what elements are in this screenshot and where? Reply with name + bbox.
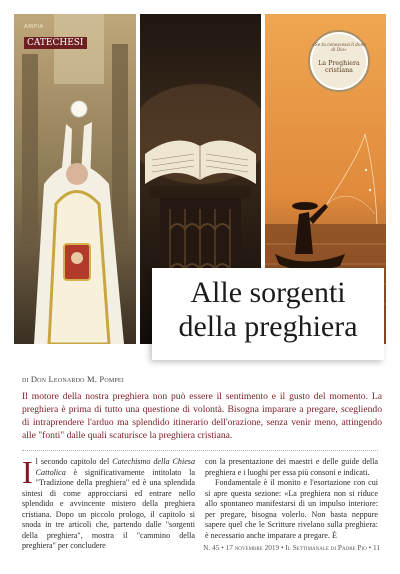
footer-issue: N. 45 <box>203 543 220 552</box>
body-right-text-a: con la presentazione dei maestri e delle guide della preghiera e i luoghi per essa più consoni e indicati. <box>205 457 378 477</box>
footer-sep-3: • <box>368 543 372 552</box>
footer-sep-2: • <box>281 543 284 552</box>
title-box <box>152 268 384 360</box>
byline-prefix: di <box>22 374 29 384</box>
seal-title-line2: cristiana <box>325 67 353 75</box>
body-column-left <box>22 454 195 552</box>
title-line1: Alle sorgenti <box>190 276 346 309</box>
article-title <box>152 268 384 344</box>
body-left-text-b: è significativamente intitolato la "Tradizione della preghiera" ed è una splendida sintesi di come approcciarsi ed entrare nello splendido e avvincente mistero della preghiera cristiana. Dopo un piccolo prologo, il capitolo si snoda in tre articoli che, partendo dalle "sorgenti della preghiera", mostra il "cammino della preghiera" per concludere <box>22 467 195 550</box>
body-column-right <box>205 457 378 541</box>
section-divider <box>22 450 378 451</box>
seal-title-line1: La Preghiera <box>318 60 360 67</box>
seal-title <box>310 60 368 74</box>
byline <box>22 374 382 384</box>
footer-date: 17 novembre 2019 <box>225 543 280 552</box>
body-left-text-a: l secondo capitolo del <box>35 457 113 466</box>
title-line2: della preghiera <box>178 310 358 343</box>
footer-page-number: 11 <box>372 543 380 552</box>
badge-line2: CATECHESI <box>24 37 87 49</box>
badge-line1: AMPIA <box>24 24 44 30</box>
footer-publication: Il Settimanale di Padre Pio <box>285 543 367 552</box>
body-left-title: Catechismo della Chiesa Cattolica <box>35 457 195 477</box>
page-footer <box>203 543 380 552</box>
priest-illustration <box>14 14 136 344</box>
footer-sep-1: • <box>221 543 224 552</box>
photo-priest-elevation <box>14 14 136 344</box>
byline-author: Don Leonardo M. Pompei <box>30 374 124 384</box>
seal-quote: «Se tu conoscessi il dono di Dio» <box>312 42 366 53</box>
body-right-text-b: Fondamentale è il monito e l'esortazione con cui si apre questa sezione: «La preghiera non si riduce allo spontaneo manifestarsi di un impulso interiore: per pregare, bisogna volerlo. Non basta neppure sapere quel che le Scritture rivelano sulla preghiera: è necessario anche imparare a pregare. È <box>205 478 378 540</box>
series-badge <box>24 24 94 49</box>
drop-cap: I <box>22 454 33 490</box>
lead-paragraph: Il motore della nostra preghiera non può essere il sentimento e il gusto del momento. La preghiera è prima di tutto una questione di volontà. Bisogna imparare a pregare, scegliendo di intraprendere l'arduo ma splendido itinerario dell'orazione, senza venir meno, attingendo alle "fonti" dalle quali scaturisce la preghiera cristiana. <box>22 391 382 441</box>
prayer-series-seal <box>308 30 370 92</box>
